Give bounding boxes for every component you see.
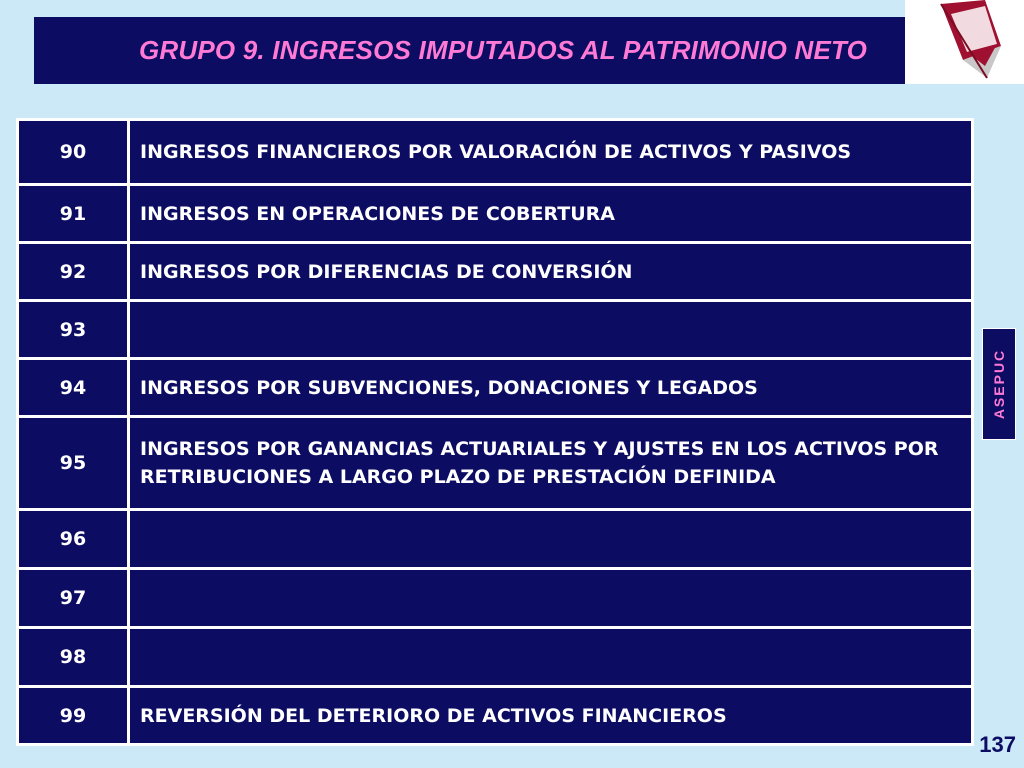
table-row [18,243,973,301]
slide-title: GRUPO 9. INGRESOS IMPUTADOS AL PATRIMONIO NETO [138,35,868,65]
table-row [18,569,973,628]
account-description: REVERSIÓN DEL DETERIORO DE ACTIVOS FINANCIEROS [129,687,973,745]
account-code: 99 [18,687,129,745]
table-row [18,359,973,417]
account-code: 92 [18,243,129,301]
account-code: 97 [18,569,129,628]
table-row [18,510,973,569]
account-description: INGRESOS FINANCIEROS POR VALORACIÓN DE ACTIVOS Y PASIVOS [129,120,973,185]
table-row [18,417,973,510]
title-bar [34,17,972,84]
asepuc-logo [905,0,1024,84]
account-code: 90 [18,120,129,185]
account-code: 98 [18,628,129,687]
asepuc-side-badge [982,328,1016,440]
side-badge-label: ASEPUC [991,348,1008,420]
table-row [18,185,973,243]
account-code: 91 [18,185,129,243]
account-description: INGRESOS POR GANANCIAS ACTUARIALES Y AJUSTES EN LOS ACTIVOS POR RETRIBUCIONES A LARGO PLAZO DE PRESTACIÓN DEFINIDA [129,417,973,510]
asepuc-logo-icon [905,0,1024,84]
account-code: 94 [18,359,129,417]
account-description [129,301,973,359]
table-row [18,301,973,359]
account-code: 95 [18,417,129,510]
table-row [18,120,973,185]
account-description: INGRESOS EN OPERACIONES DE COBERTURA [129,185,973,243]
account-description [129,628,973,687]
account-description [129,510,973,569]
account-description: INGRESOS POR SUBVENCIONES, DONACIONES Y LEGADOS [129,359,973,417]
account-code: 93 [18,301,129,359]
table-row [18,628,973,687]
accounts-table [16,118,974,746]
account-description [129,569,973,628]
page-number: 137 [979,732,1016,757]
account-code: 96 [18,510,129,569]
table-row [18,687,973,745]
account-description: INGRESOS POR DIFERENCIAS DE CONVERSIÓN [129,243,973,301]
